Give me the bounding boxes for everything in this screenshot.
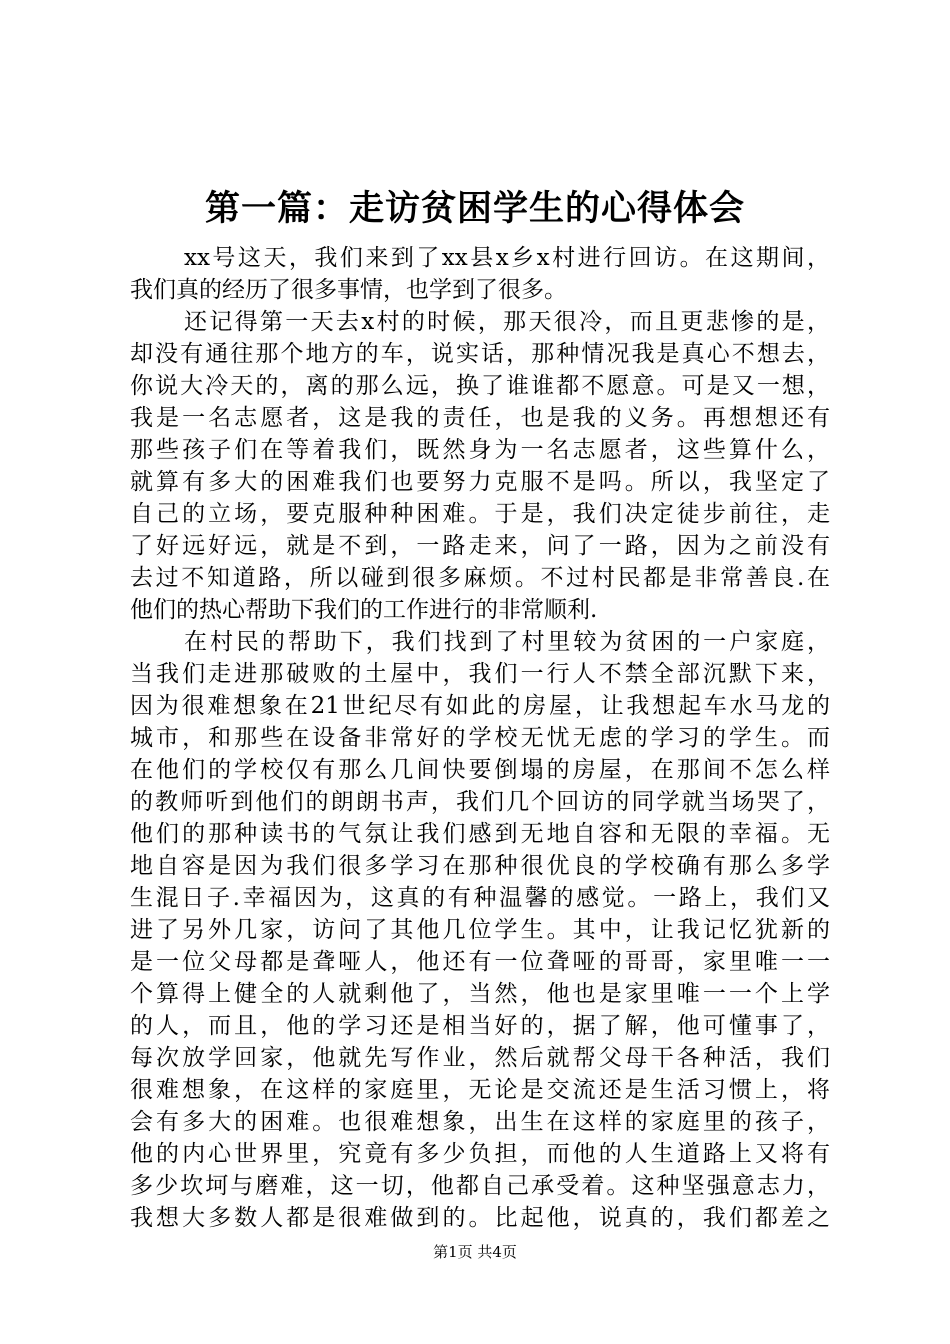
paragraph-line: 多少坎坷与磨难，这一切，他都自己承受着。这种坚强意志力， xyxy=(130,1173,830,1199)
paragraph-line: 我想大多数人都是很难做到的。比起他，说真的，我们都差之 xyxy=(130,1205,830,1231)
paragraph-line: 很难想象，在这样的家庭里，无论是交流还是生活习惯上，将 xyxy=(130,1077,830,1103)
paragraph-line: 他们的那种读书的气氛让我们感到无地自容和无限的幸福。无 xyxy=(130,821,830,847)
paragraph-line: 的教师听到他们的朗朗书声，我们几个回访的同学就当场哭了， xyxy=(130,789,830,815)
paragraph-line: 了好远好远，就是不到，一路走来，问了一路，因为之前没有 xyxy=(130,533,830,559)
paragraph-line: 你说大冷天的，离的那么远，换了谁谁都不愿意。可是又一想， xyxy=(130,373,830,399)
paragraph-line: 却没有通往那个地方的车，说实话，那种情况我是真心不想去， xyxy=(130,341,830,367)
paragraph-line: 地自容是因为我们很多学习在那种很优良的学校确有那么多学 xyxy=(130,853,830,879)
paragraph-line: 在村民的帮助下，我们找到了村里较为贫困的一户家庭， xyxy=(184,629,830,655)
paragraph-line: 城市，和那些在设备非常好的学校无忧无虑的学习的学生。而 xyxy=(130,725,830,751)
paragraph-line: 在他们的学校仅有那么几间快要倒塌的房屋，在那间不怎么样 xyxy=(130,757,830,783)
paragraph-line: 我是一名志愿者，这是我的责任，也是我的义务。再想想还有 xyxy=(130,405,830,431)
paragraph-line: 就算有多大的困难我们也要努力克服不是吗。所以，我坚定了 xyxy=(130,469,830,495)
paragraph-line: 进了另外几家，访问了其他几位学生。其中，让我记忆犹新的 xyxy=(130,917,830,943)
document-title: 第一篇：走访贫困学生的心得体会 xyxy=(204,188,745,229)
paragraph-line: 他的内心世界里，究竟有多少负担，而他的人生道路上又将有 xyxy=(130,1141,830,1167)
page-footer: 第1页 共4页 xyxy=(433,1243,517,1261)
paragraph-line: 会有多大的困难。也很难想象，出生在这样的家庭里的孩子， xyxy=(130,1109,830,1135)
paragraph-line: 我们真的经历了很多事情，也学到了很多。 xyxy=(130,277,567,303)
paragraph-line: 自己的立场，要克服种种困难。于是，我们决定徒步前往，走 xyxy=(130,501,830,527)
paragraph-line: 因为很难想象在21世纪尽有如此的房屋，让我想起车水马龙的 xyxy=(130,693,830,719)
document-body xyxy=(130,242,830,1234)
paragraph-line: 那些孩子们在等着我们，既然身为一名志愿者，这些算什么， xyxy=(130,437,830,463)
paragraph-line: 每次放学回家，他就先写作业，然后就帮父母干各种活，我们 xyxy=(130,1045,830,1071)
paragraph-line: 生混日子.幸福因为，这真的有种温馨的感觉。一路上，我们又 xyxy=(130,885,830,911)
paragraph-line: 当我们走进那破败的土屋中，我们一行人不禁全部沉默下来， xyxy=(130,661,830,687)
paragraph-line: 去过不知道路，所以碰到很多麻烦。不过村民都是非常善良.在 xyxy=(130,565,830,591)
paragraph-line: xx号这天，我们来到了xx县x乡x村进行回访。在这期间， xyxy=(184,245,830,271)
paragraph-line: 个算得上健全的人就剩他了，当然，他也是家里唯一一个上学 xyxy=(130,981,830,1007)
paragraph-line: 他们的热心帮助下我们的工作进行的非常顺利. xyxy=(130,597,598,623)
paragraph-line: 的人，而且，他的学习还是相当好的，据了解，他可懂事了， xyxy=(130,1013,830,1039)
paragraph-line: 还记得第一天去x村的时候，那天很冷，而且更悲惨的是， xyxy=(184,309,830,335)
paragraph-line: 是一位父母都是聋哑人，他还有一位聋哑的哥哥，家里唯一一 xyxy=(130,949,830,975)
